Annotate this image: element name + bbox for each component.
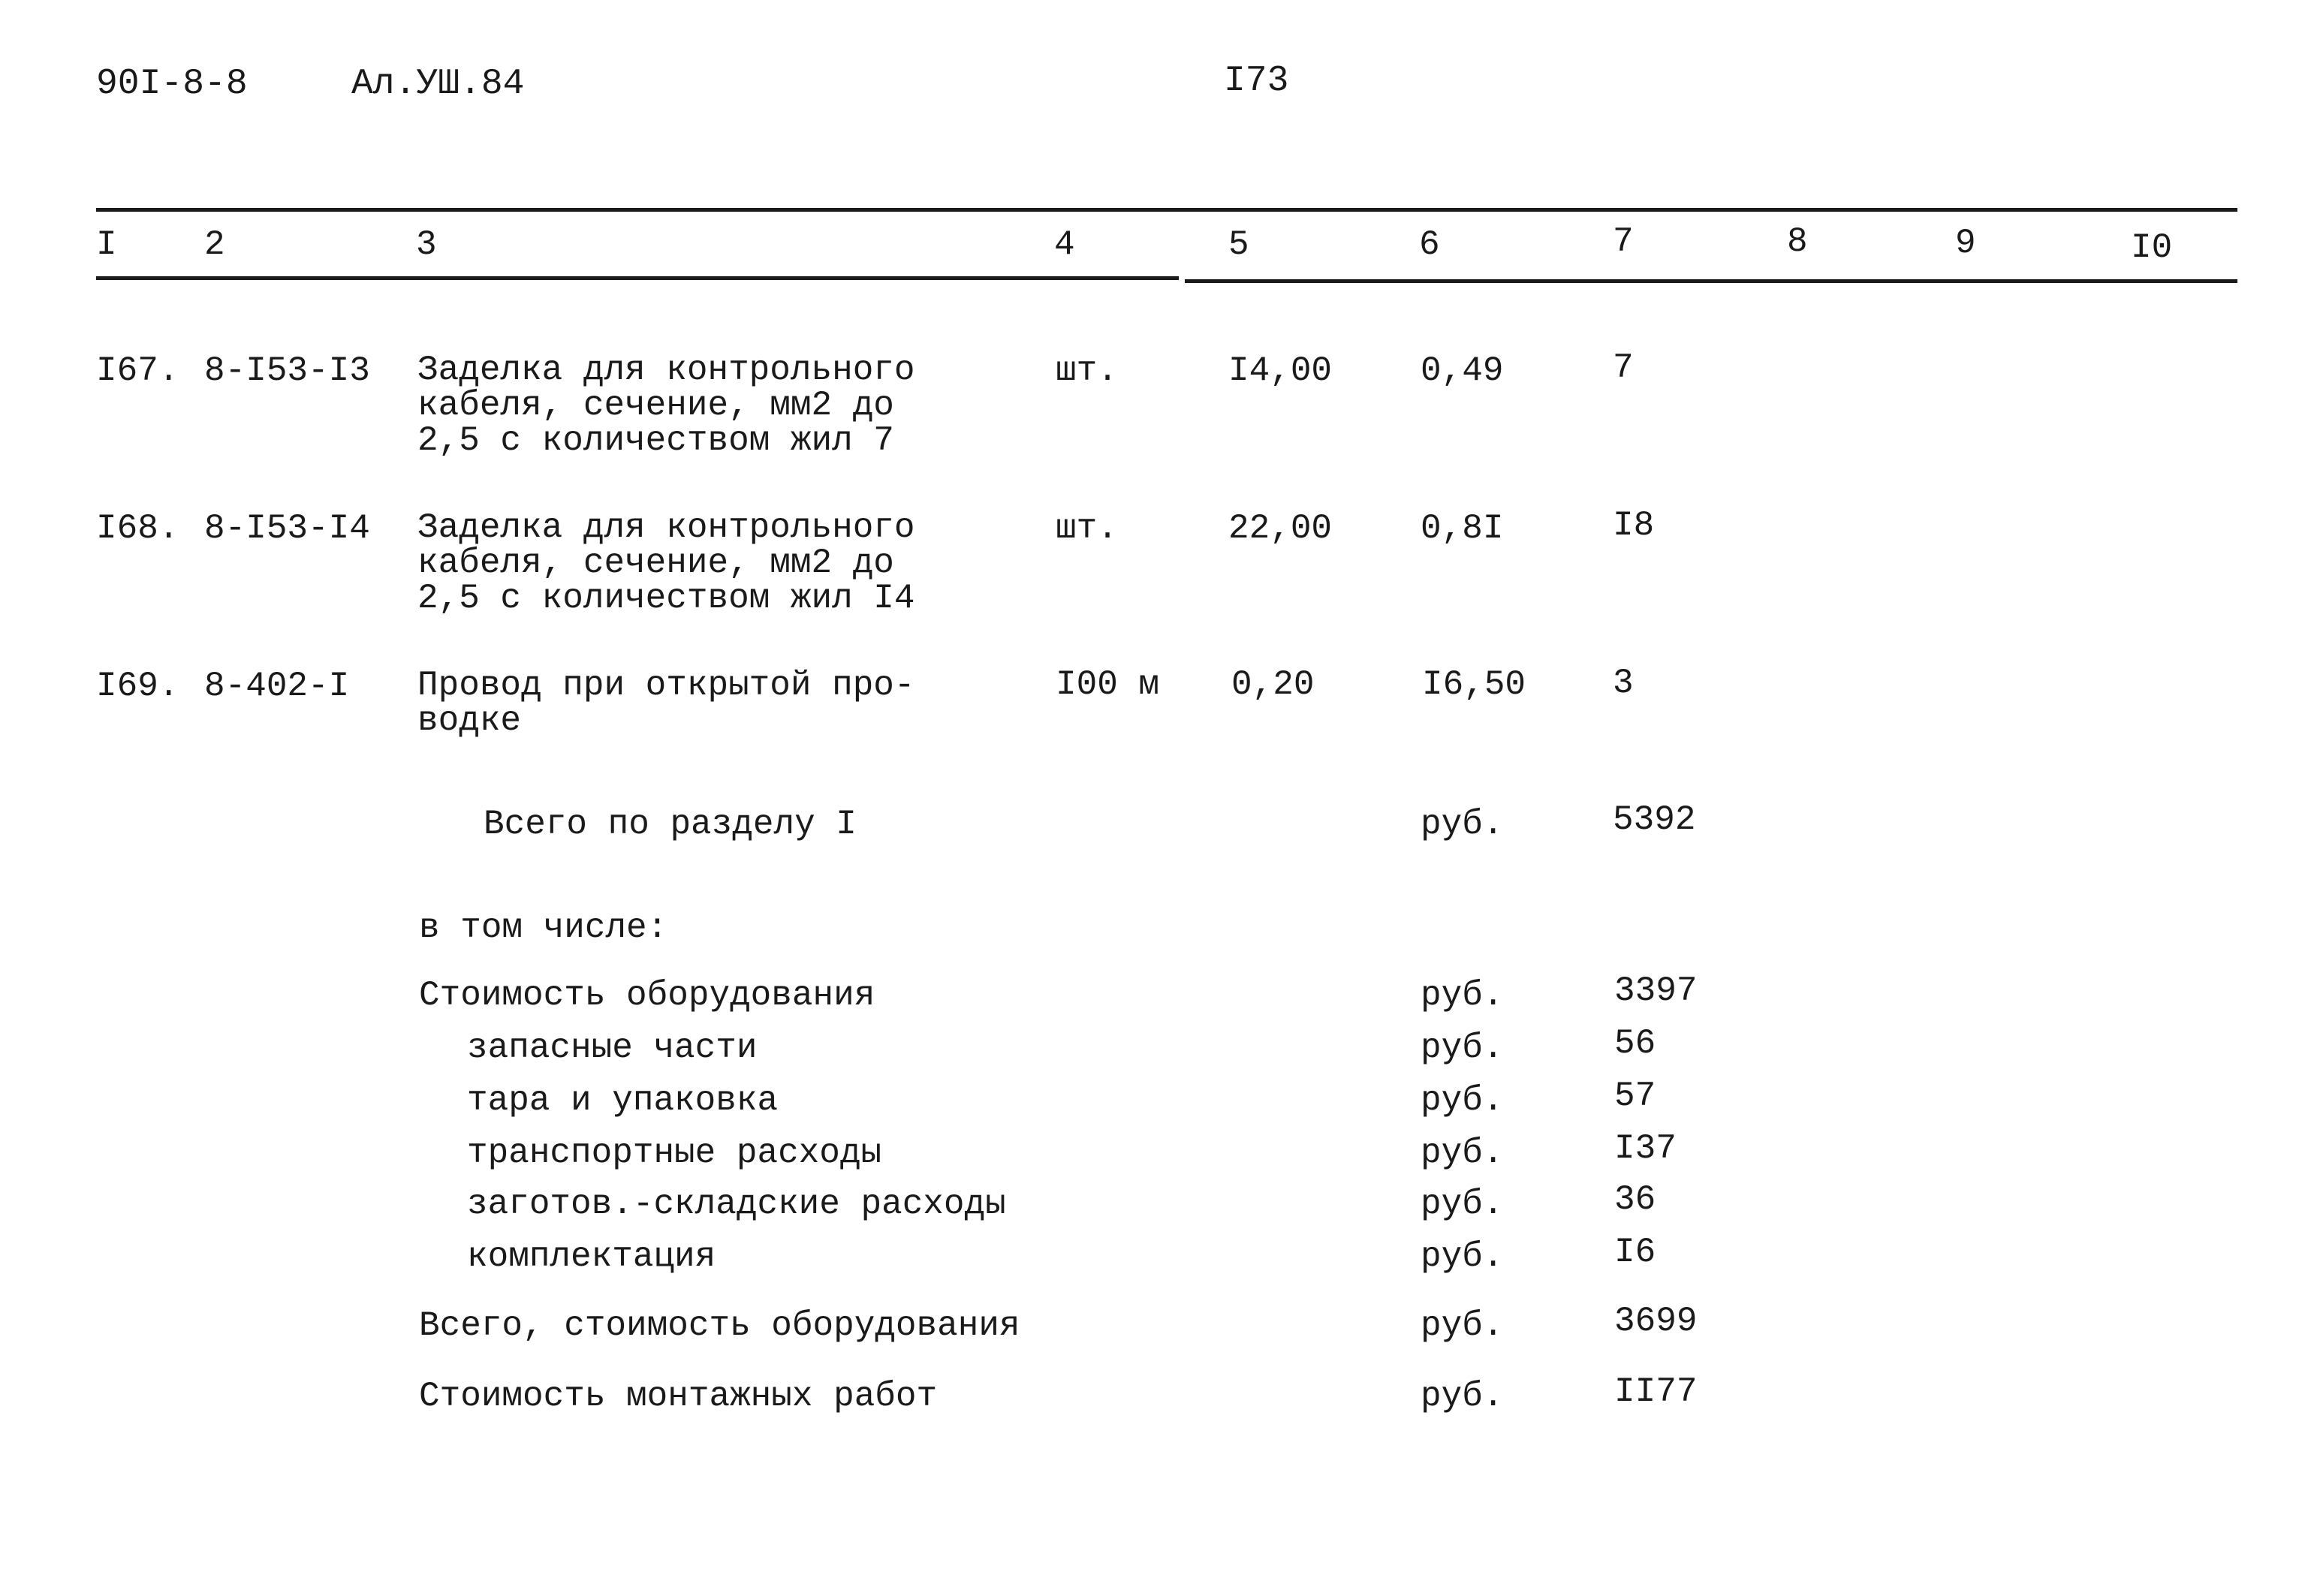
packaging-value: 57 — [1614, 1077, 1656, 1116]
procurement-costs-value: 36 — [1614, 1180, 1656, 1219]
including-label: в том числе: — [419, 908, 668, 947]
column-header-4: 4 — [1054, 225, 1075, 264]
column-header-1: I — [96, 225, 117, 264]
total-equipment-unit: руб. — [1421, 1306, 1504, 1345]
installation-cost-unit: руб. — [1421, 1377, 1504, 1416]
installation-cost-value: II77 — [1614, 1372, 1698, 1411]
table-top-rule — [96, 208, 2237, 212]
section-total-label: Всего по разделу I — [484, 805, 857, 844]
unit-price: 0,49 — [1421, 351, 1504, 390]
total-equipment-label: Всего, стоимость оборудования — [419, 1306, 1020, 1345]
unit: шт. — [1056, 509, 1118, 548]
spare-parts-value: 56 — [1614, 1024, 1656, 1063]
item-description: Заделка для контрольного кабеля, сечение, мм2 до 2,5 с количеством жил I4 — [417, 508, 915, 618]
total-cost: 7 — [1613, 348, 1634, 387]
transport-costs-value: I37 — [1614, 1129, 1677, 1168]
row-number: I67. — [96, 351, 179, 390]
quantity: 22,00 — [1228, 509, 1333, 548]
equipment-cost-value: 3397 — [1614, 971, 1698, 1010]
quantity: I4,00 — [1228, 351, 1333, 390]
column-header-9: 9 — [1955, 224, 1976, 263]
unit-price: I6,50 — [1422, 665, 1526, 704]
total-cost: I8 — [1613, 506, 1655, 545]
item-description: Провод при открытой про- водке — [417, 666, 915, 740]
transport-costs-label: транспортные расходы — [467, 1134, 882, 1173]
completion-unit: руб. — [1421, 1237, 1504, 1276]
total-cost: 3 — [1613, 664, 1634, 703]
total-equipment-value: 3699 — [1614, 1302, 1698, 1341]
procurement-costs-label: заготов.-складские расходы — [467, 1185, 1006, 1224]
column-header-6: 6 — [1419, 225, 1440, 264]
page-number: I73 — [1224, 61, 1289, 101]
column-header-5: 5 — [1228, 225, 1249, 264]
table-header-rule-right — [1185, 279, 2237, 283]
spare-parts-unit: руб. — [1421, 1028, 1504, 1068]
equipment-cost-unit: руб. — [1421, 976, 1504, 1015]
unit: I00 м — [1056, 665, 1160, 704]
installation-cost-label: Стоимость монтажных работ — [419, 1377, 938, 1416]
column-header-3: 3 — [416, 225, 437, 264]
document-code: 90I-8-8 — [96, 64, 248, 104]
section-total-unit: руб. — [1421, 805, 1504, 844]
unit-price: 0,8I — [1421, 509, 1504, 548]
spare-parts-label: запасные части — [467, 1028, 758, 1068]
rate-code: 8-I53-I3 — [204, 351, 370, 390]
rate-code: 8-I53-I4 — [204, 509, 370, 548]
packaging-unit: руб. — [1421, 1081, 1504, 1120]
column-header-2: 2 — [204, 225, 225, 264]
row-number: I69. — [96, 667, 179, 706]
rate-code: 8-402-I — [204, 667, 350, 706]
transport-costs-unit: руб. — [1421, 1134, 1504, 1173]
row-number: I68. — [96, 509, 179, 548]
procurement-costs-unit: руб. — [1421, 1185, 1504, 1224]
column-header-8: 8 — [1787, 222, 1808, 261]
item-description: Заделка для контрольного кабеля, сечение, мм2 до 2,5 с количеством жил 7 — [417, 351, 915, 460]
album-number: Ал.УШ.84 — [351, 64, 525, 104]
column-header-10: I0 — [2131, 228, 2173, 267]
column-header-7: 7 — [1613, 222, 1634, 261]
section-total-value: 5392 — [1613, 800, 1696, 839]
completion-label: комплектация — [467, 1237, 716, 1276]
unit: шт. — [1056, 351, 1118, 390]
quantity: 0,20 — [1231, 665, 1315, 704]
completion-value: I6 — [1614, 1233, 1656, 1272]
table-header-rule-left — [96, 276, 1179, 280]
equipment-cost-label: Стоимость оборудования — [419, 976, 875, 1015]
packaging-label: тара и упаковка — [467, 1081, 779, 1120]
